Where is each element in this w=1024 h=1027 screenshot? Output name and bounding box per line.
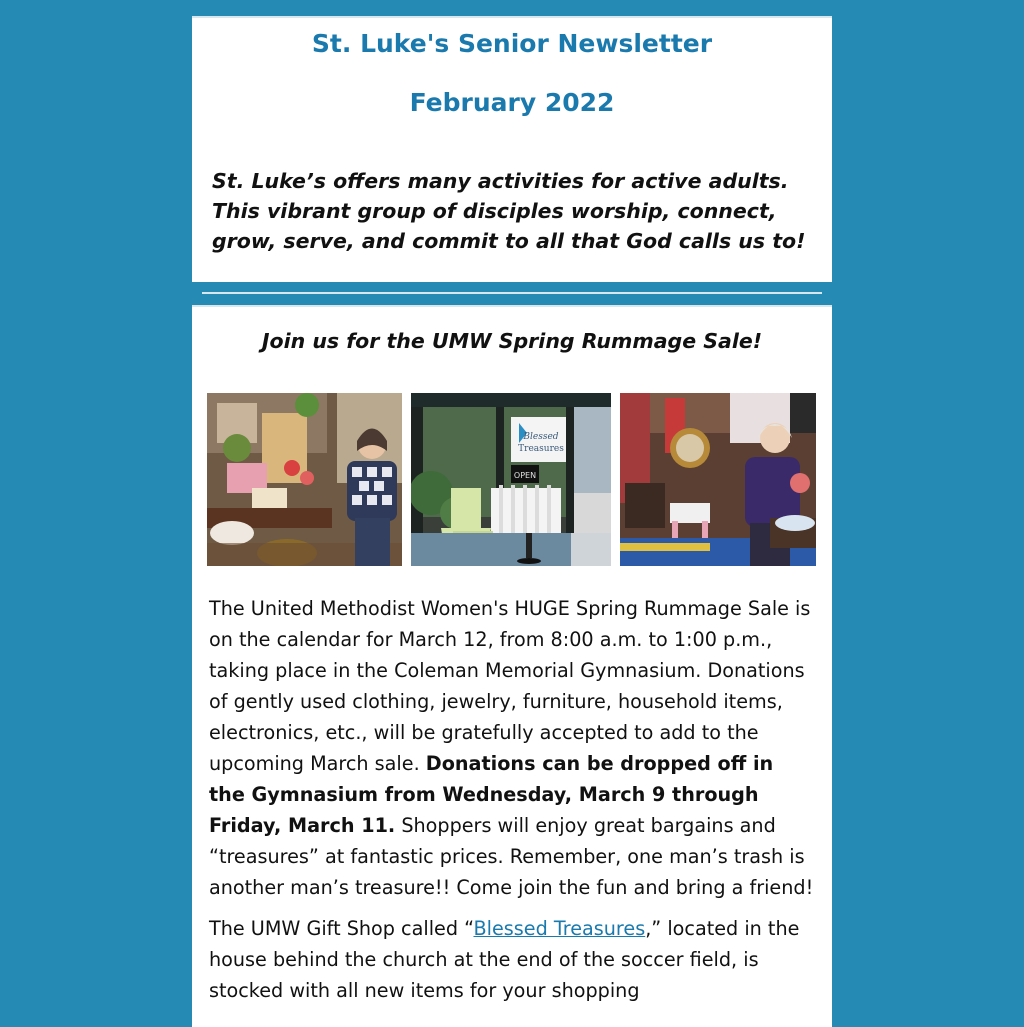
blessed-treasures-sign: Blessed: [523, 432, 559, 442]
rummage-heading: Join us for the UMW Spring Rummage Sale!: [261, 329, 763, 353]
rummage-description-closing: Shoppers will enjoy great bargains and “treasures” at fantastic prices. Remember, one man’s trash is another man’s treasure!! Come join the fun and bring a friend!: [209, 814, 814, 899]
rummage-description: [209, 593, 815, 903]
blessed-treasures-link[interactable]: Blessed Treasures: [473, 917, 646, 940]
photo-strip: [192, 393, 832, 566]
gift-shop-text-after: ,” located in the house behind the church at the end of the soccer field, is stocked with all new items for your shopping: [209, 917, 800, 1002]
section-divider: [192, 282, 832, 305]
intro-text: St. Luke’s offers many activities for active adults. This vibrant group of disciples worship, connect, grow, serve, and commit to all that God calls us to!: [212, 169, 806, 253]
rummage-card: [192, 305, 832, 1027]
open-sign: OPEN: [513, 471, 537, 480]
gift-shop-description: [209, 913, 815, 1006]
gift-shop-text-before: The UMW Gift Shop called “: [209, 917, 474, 940]
rummage-photo-blessed-treasures-entrance: [411, 393, 611, 566]
rummage-photo-shop-display: [207, 393, 402, 566]
rummage-description-text: The United Methodist Women's HUGE Spring Rummage Sale is on the calendar for March 12, from 8:00 a.m. to 1:00 p.m., taking place in the Coleman Memorial Gymnasium. Donations of gently used clothing, jewelry, furniture, household items, electronics, etc., will be gratefully accepted to add to the upcoming March sale.: [209, 597, 811, 775]
newsletter-container: [192, 16, 832, 1027]
donation-dropoff-notice: Donations can be dropped off in the Gymnasium from Wednesday, March 9 through Friday, March 11.: [209, 752, 774, 837]
blessed-treasures-sign-line2: Treasures: [518, 444, 564, 454]
newsletter-date: February 2022: [409, 88, 615, 117]
newsletter-title: St. Luke's Senior Newsletter: [311, 29, 713, 58]
header-card: [192, 16, 832, 282]
rummage-photo-shop-interior: [620, 393, 816, 566]
